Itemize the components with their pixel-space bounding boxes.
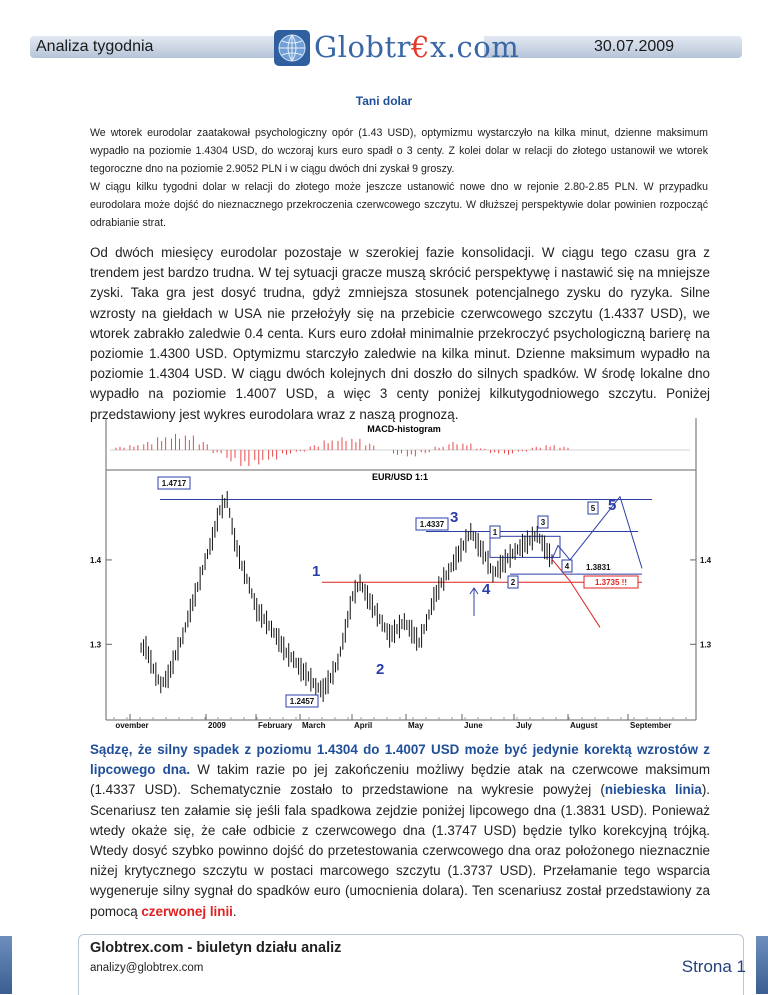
price-chart-title: EUR/USD 1:1 bbox=[371, 472, 429, 482]
wave-label-3: 3 bbox=[450, 509, 459, 526]
y-tick-label-right: 1.3 bbox=[700, 640, 712, 650]
eurusd-chart bbox=[90, 414, 720, 730]
footer-email: analizy@globtrex.com bbox=[90, 962, 204, 974]
logo bbox=[270, 26, 520, 70]
x-tick-label: May bbox=[408, 721, 424, 730]
header-left-label: Analiza tygodnia bbox=[36, 38, 154, 55]
sub-wave-label-4: 4 bbox=[564, 562, 570, 571]
globe-logo-icon bbox=[272, 28, 312, 68]
sub-wave-label-2: 2 bbox=[510, 578, 516, 587]
y-tick-label-left: 1.3 bbox=[90, 640, 102, 650]
body-paragraph-1: Od dwóch miesięcy eurodolar pozostaje w szerokiej fazie konsolidacji. W ciągu tego czasu gra z trendem jest bardzo trudna. W tej sytuacji gracze muszą skrócić perspektywę i nastawić się na mniejsze zyski. Taka gra jest dosyć trudna, gdyż zmniejsza stosunek potencjalnego zysku do ryzyka. Silne wzrosty na giełdach w USA nie przełożyły się na przebicie czerwcowego szczytu (1.4337 USD), we wtorek zabrakło zaledwie 0.4 centa. Kurs euro zdołał minimalnie przekroczyć psychologiczną barierę na poziomie 1.4300 USD. Optymizmu starczyło zaledwie na kilka minut. Dzienne maksimum wypadło na poziomie 1.4304 USD. W ciągu dwóch kolejnych dni doszło do silnych spadków. W środę lokalne dno wypadło na poziomie 1.4007 USD, a więc 3 centy poniżej kilkutygodniowego szczytu. Poniżej przedstawiony jest wykres eurodolara wraz z naszą prognozą. bbox=[90, 245, 710, 422]
x-tick-label: April bbox=[354, 721, 373, 730]
sub-wave-label-1: 1 bbox=[492, 528, 498, 537]
lead-paragraph-2: W ciągu kilku tygodni dolar w relacji do złotego może jeszcze ustanowić nowe dno w rejonie 2.80-2.85 PLN. W przypadku eurodolara może dojść do nieznacznego przekroczenia czerwcowego szczytu. W dłuższej perspektywie dolar powinien rozpocząć odrabianie strat. bbox=[90, 181, 708, 229]
header-date: 30.07.2009 bbox=[594, 38, 675, 55]
sub-wave-label-3: 3 bbox=[540, 518, 546, 527]
x-tick-label: August bbox=[570, 721, 598, 730]
footer-title: Globtrex.com - biuletyn działu analiz bbox=[90, 940, 342, 956]
macd-title: MACD-histogram bbox=[367, 424, 441, 434]
x-tick-label: ovember bbox=[115, 721, 149, 730]
article-title: Tani dolar bbox=[355, 94, 413, 108]
x-tick-label: February bbox=[258, 721, 293, 730]
label-july-low: 1.3831 bbox=[586, 563, 611, 572]
wave-label-1: 1 bbox=[312, 563, 321, 580]
label-max-price: 1.4717 bbox=[161, 479, 187, 488]
wave-label-4: 4 bbox=[482, 581, 491, 598]
footer-right-bar bbox=[756, 936, 768, 994]
label-june-high: 1.4337 bbox=[419, 520, 445, 529]
page-number: Strona 1 bbox=[681, 957, 746, 976]
forecast-scenarios bbox=[470, 497, 642, 628]
red-line-legend: czerwonej linii bbox=[141, 903, 233, 919]
x-tick-label: September bbox=[630, 721, 672, 730]
body-paragraph-2: Sądzę, że silny spadek z poziomu 1.4304 do 1.4007 USD może być jedynie korektą wzrostów z lipcowego dna. W takim razie po jej zakończeniu możliwy będzie atak na czerwcowe maksimum (1.4337 USD). Schematycznie zostało to przedstawione na wykresie powyżej (niebieska linia). Scenariusz ten załamie się jeśli fala spadkowa zejdzie poniżej lipcowego dna (1.3831 USD). Ponieważ wtedy okaże się, że całe odbicie z czerwcowego dna (1.3747 USD) będzie tylko korekcyjną trójką. Wtedy dosyć szybko powinno dojść do przetestowania czerwcowego dna oraz położonego nieznacznie niżej krytycznego szczytu w postaci marcowego szczytu (1.3737 USD). Przełamanie tego wsparcia wygeneruje silny sygnał do spadków euro (umocnienia dolara). Ten scenariusz został przedstawiony za pomocą czerwonej linii. bbox=[90, 742, 710, 919]
wave-label-2: 2 bbox=[376, 661, 385, 678]
label-march-high: 1.3735 !! bbox=[594, 578, 628, 587]
x-tick-label: 2009 bbox=[208, 721, 226, 730]
sub-wave-label-5: 5 bbox=[590, 504, 596, 513]
x-tick-label: June bbox=[464, 721, 483, 730]
y-tick-label-right: 1.4 bbox=[700, 555, 712, 565]
y-tick-label-left: 1.4 bbox=[90, 555, 102, 565]
key-thesis-text: Sądzę, że silny spadek z poziomu 1.4304 do 1.4007 USD może być jedynie korektą wzrostów z lipcowego dna. bbox=[90, 742, 710, 778]
x-tick-label: July bbox=[516, 721, 533, 730]
wave-label-5: 5 bbox=[608, 497, 617, 514]
lead-paragraph-1: We wtorek eurodolar zaatakował psychologiczny opór (1.43 USD), optymizmu wystarczyło na kilka minut, dzienne maksimum wypadło na poziomie 1.4304 USD, do wczoraj kurs euro spadł o 3 centy. Z kolei dolar w relacji do złotego ustanowił we wtorek tegoroczne dno na poziomie 2.9052 PLN i w ciągu dwóch dni zyskał 9 groszy. bbox=[90, 127, 708, 175]
blue-line-legend: niebieska linia bbox=[604, 782, 702, 798]
price-series bbox=[141, 491, 552, 702]
x-tick-label: March bbox=[302, 721, 326, 730]
footer-left-bar bbox=[0, 936, 12, 994]
label-low-price: 1.2457 bbox=[289, 697, 315, 706]
level-lines bbox=[160, 499, 652, 582]
logo-text: Globtr€x.com bbox=[314, 30, 520, 64]
